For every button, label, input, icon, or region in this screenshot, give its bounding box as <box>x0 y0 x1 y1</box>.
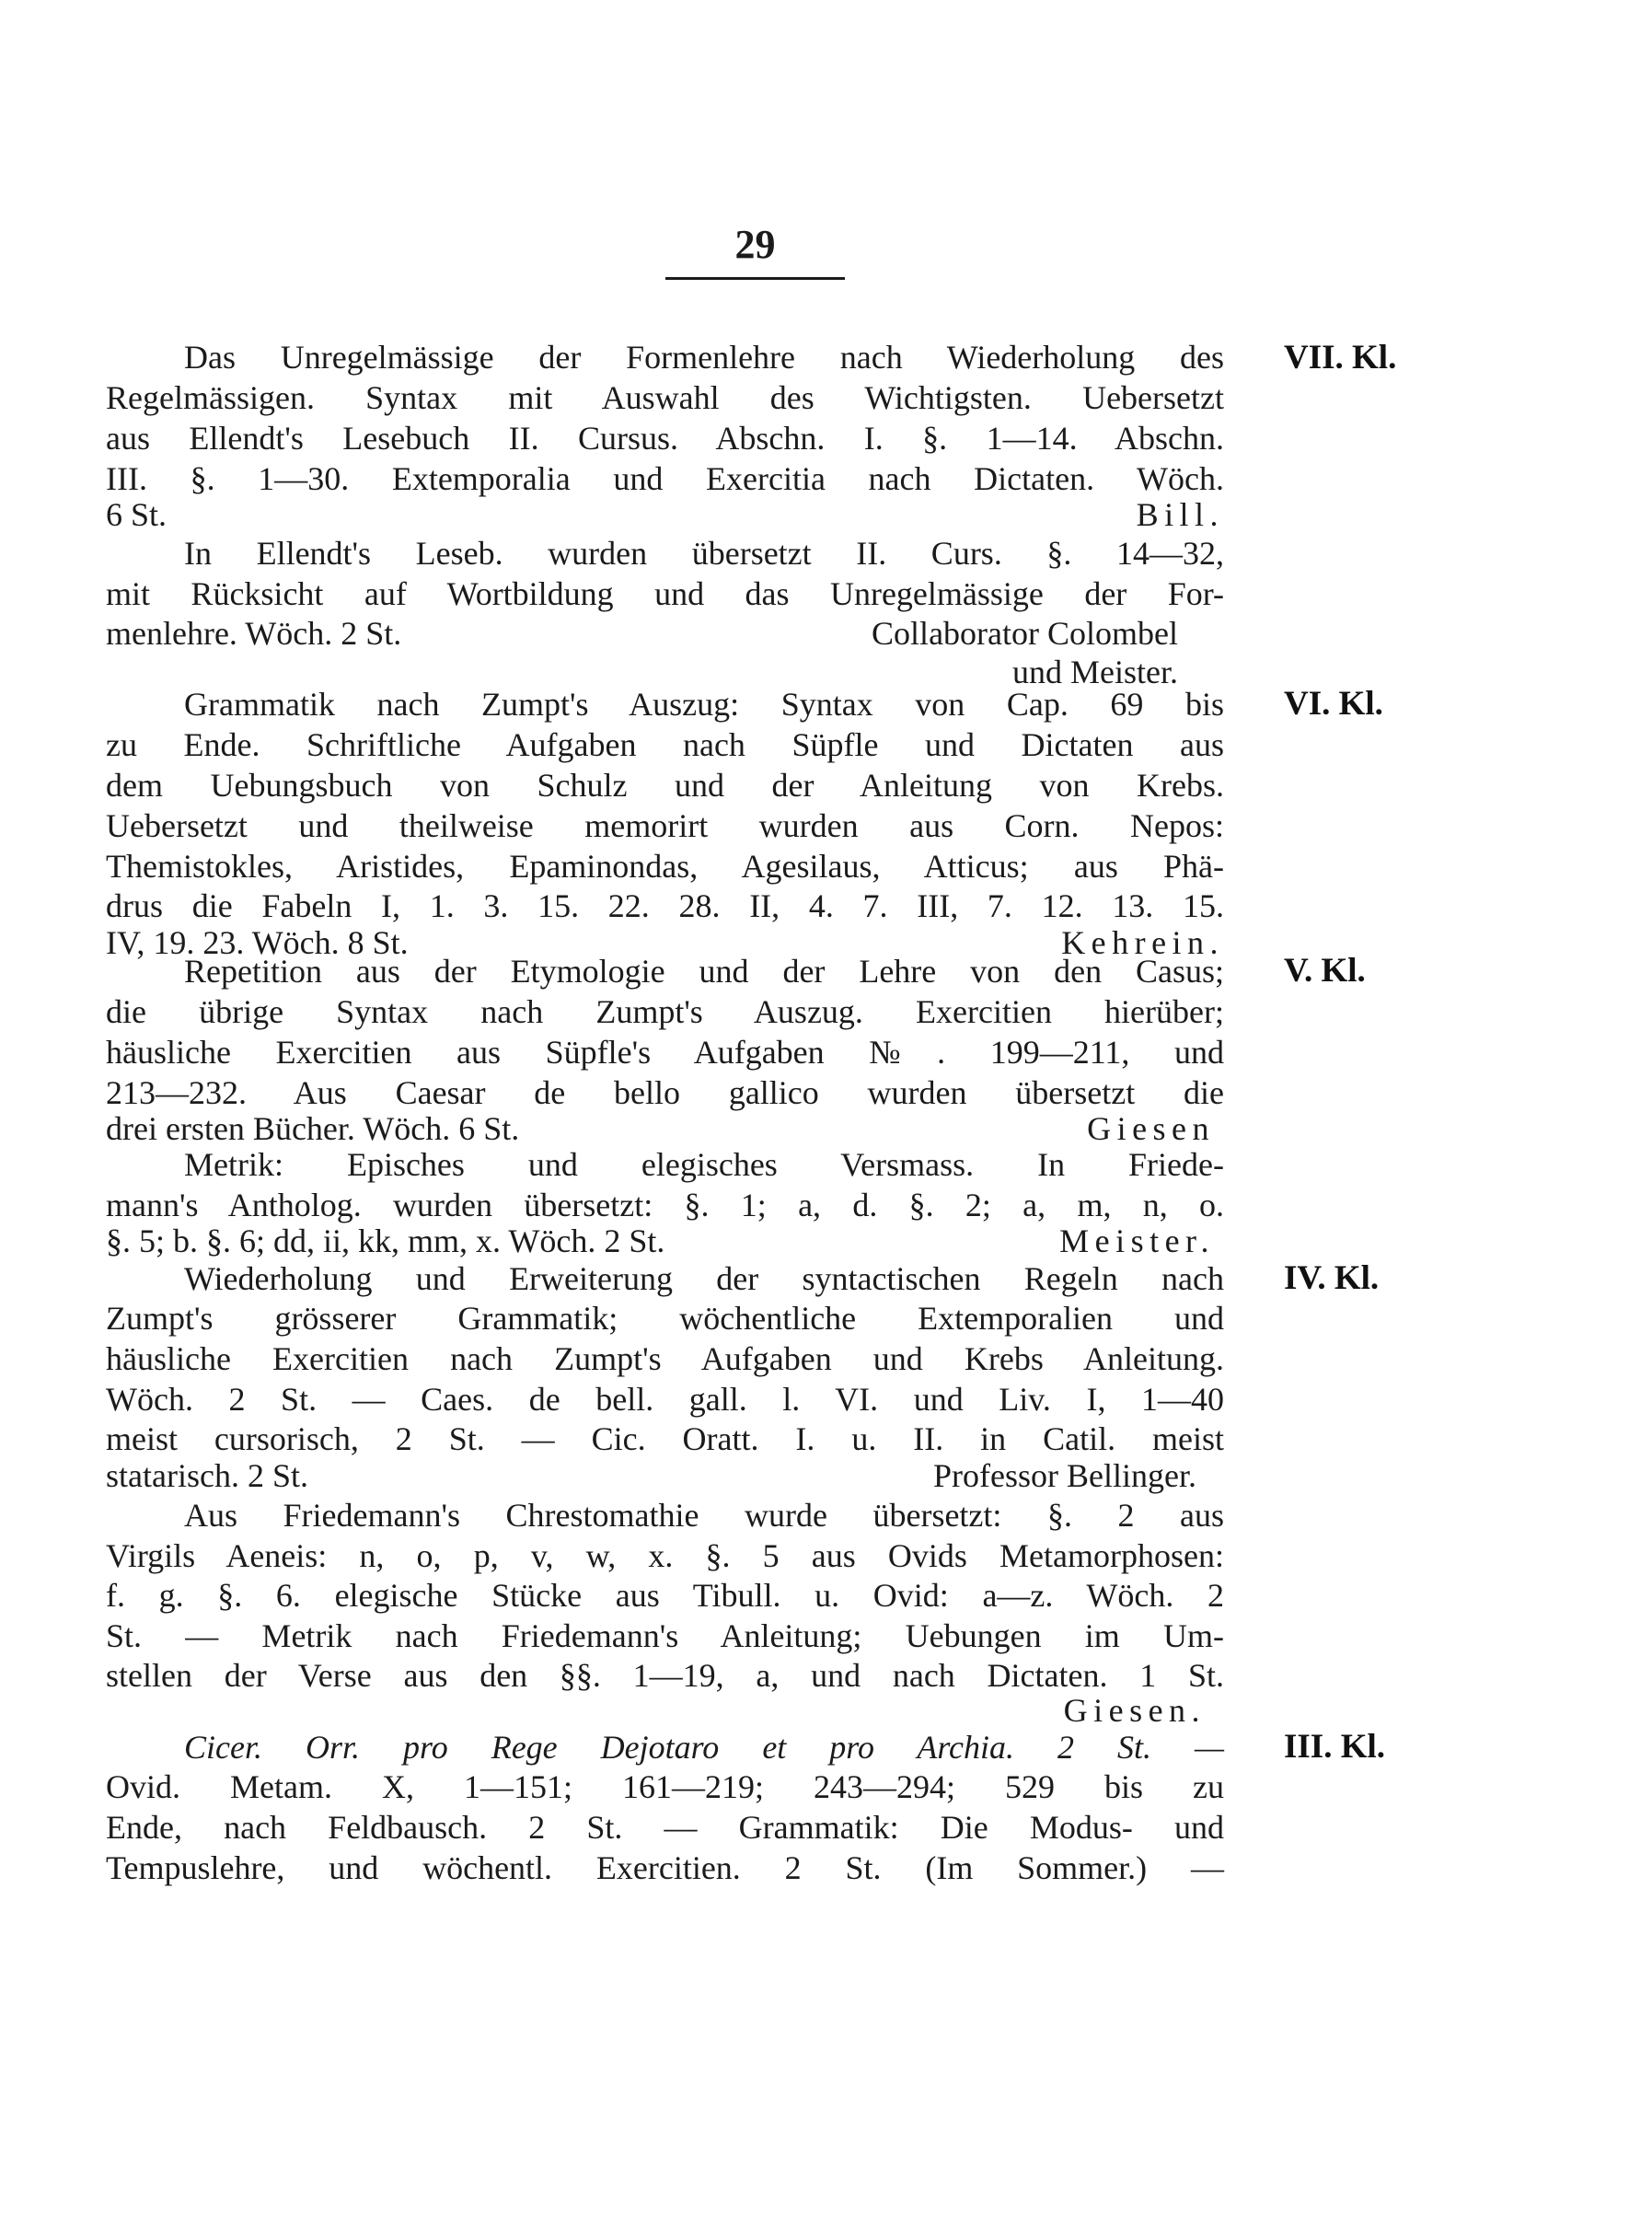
text-line: die übrige Syntax nach Zumpt's Auszug. Exercitien hierüber; <box>106 993 1224 1030</box>
text-line: häusliche Exercitien aus Süpfle's Aufgaben №. 199—211, und <box>106 1034 1224 1071</box>
text-line: Aus Friedemann's Chrestomathie wurde übersetzt: §. 2 aus <box>184 1497 1224 1534</box>
text-line: Wiederholung und Erweiterung der syntactischen Regeln nach <box>184 1260 1224 1297</box>
text-line: Virgils Aeneis: n, o, p, v, w, x. §. 5 aus Ovids Metamorphosen: <box>106 1537 1224 1574</box>
class-label-vii: VII. Kl. <box>1284 339 1397 377</box>
text-line: Zumpt's grösserer Grammatik; wöchentliche Extemporalien und <box>106 1300 1224 1337</box>
text-line: Das Unregelmässige der Formenlehre nach Wiederholung des <box>184 339 1224 376</box>
text-line: Themistokles, Aristides, Epaminondas, Agesilaus, Atticus; aus Phä- <box>106 848 1224 885</box>
text-line: aus Ellendt's Lesebuch II. Cursus. Abschn. I. §. 1—14. Abschn. <box>106 420 1224 457</box>
text-line: Tempuslehre, und wöchentl. Exercitien. 2 St. (Im Sommer.) — <box>106 1849 1224 1886</box>
text-line: III. §. 1—30. Extemporalia und Exercitia nach Dictaten. Wöch. <box>106 460 1224 497</box>
text-line: Grammatik nach Zumpt's Auszug: Syntax von Cap. 69 bis <box>184 686 1224 723</box>
author-name: Collaborator Colombel <box>872 615 1178 652</box>
text-line: In Ellendt's Leseb. wurden übersetzt II. Curs. §. 14—32, <box>184 535 1224 572</box>
text-line: Ende, nach Feldbausch. 2 St. — Grammatik: Die Modus- und <box>106 1809 1224 1846</box>
author-name: Kehrein. <box>1061 924 1224 961</box>
text-line: Cicer. Orr. pro Rege Dejotaro et pro Archia. 2 St. — <box>184 1729 1224 1766</box>
class-label-iv: IV. Kl. <box>1284 1259 1380 1297</box>
text-line: häusliche Exercitien nach Zumpt's Aufgaben und Krebs Anleitung. <box>106 1340 1224 1377</box>
author-name: Bill. <box>1136 496 1224 533</box>
text-line: statarisch. 2 St. <box>106 1457 308 1494</box>
text-line: mann's Antholog. wurden übersetzt: §. 1; a, d. §. 2; a, m, n, o. <box>106 1187 1224 1223</box>
text-line: meist cursorisch, 2 St. — Cic. Oratt. I. u. II. in Catil. meist <box>106 1420 1224 1457</box>
class-label-vi: VI. Kl. <box>1284 685 1383 723</box>
text-line: drei ersten Bücher. Wöch. 6 St. <box>106 1110 520 1147</box>
text-line: 213—232. Aus Caesar de bello gallico wurden übersetzt die <box>106 1074 1224 1111</box>
text-line: Metrik: Episches und elegisches Versmass. In Friede- <box>184 1146 1224 1183</box>
text-line: Repetition aus der Etymologie und der Lehre von den Casus; <box>184 953 1224 990</box>
text-line: 6 St. <box>106 496 168 533</box>
class-label-iii: III. Kl. <box>1284 1728 1386 1766</box>
author-name: Meister. <box>1059 1222 1215 1259</box>
text-line: mit Rücksicht auf Wortbildung und das Unregelmässige der For- <box>106 575 1224 612</box>
text-line: §. 5; b. §. 6; dd, ii, kk, mm, x. Wöch. 2 St. <box>106 1222 665 1259</box>
text-line: Regelmässigen. Syntax mit Auswahl des Wichtigsten. Uebersetzt <box>106 379 1224 416</box>
text-line: zu Ende. Schriftliche Aufgaben nach Süpfle und Dictaten aus <box>106 726 1224 763</box>
text-line: menlehre. Wöch. 2 St. <box>106 615 402 652</box>
text-line: St. — Metrik nach Friedemann's Anleitung; Uebungen im Um- <box>106 1617 1224 1654</box>
class-label-v: V. Kl. <box>1284 952 1366 990</box>
text-line: drus die Fabeln I, 1. 3. 15. 22. 28. II, 4. 7. III, 7. 12. 13. 15. <box>106 887 1224 924</box>
text-line: dem Uebungsbuch von Schulz und der Anleitung von Krebs. <box>106 767 1224 804</box>
text-line: Wöch. 2 St. — Caes. de bell. gall. l. VI. und Liv. I, 1—40 <box>106 1381 1224 1418</box>
text-line: stellen der Verse aus den §§. 1—19, a, und nach Dictaten. 1 St. <box>106 1657 1224 1694</box>
text-line: IV, 19. 23. Wöch. 8 St. <box>106 924 409 961</box>
author-name: Giesen <box>1087 1110 1215 1147</box>
text-line: Uebersetzt und theilweise memorirt wurden aus Corn. Nepos: <box>106 807 1224 844</box>
text-line: Ovid. Metam. X, 1—151; 161—219; 243—294; 529 bis zu <box>106 1768 1224 1805</box>
page-number-rule <box>665 277 845 280</box>
page-number: 29 <box>734 222 776 267</box>
author-name: Giesen. <box>1063 1692 1206 1729</box>
author-name: Professor Bellinger. <box>933 1457 1196 1494</box>
author-name: und Meister. <box>1012 654 1178 690</box>
text-line: f. g. §. 6. elegische Stücke aus Tibull. u. Ovid: a—z. Wöch. 2 <box>106 1577 1224 1614</box>
